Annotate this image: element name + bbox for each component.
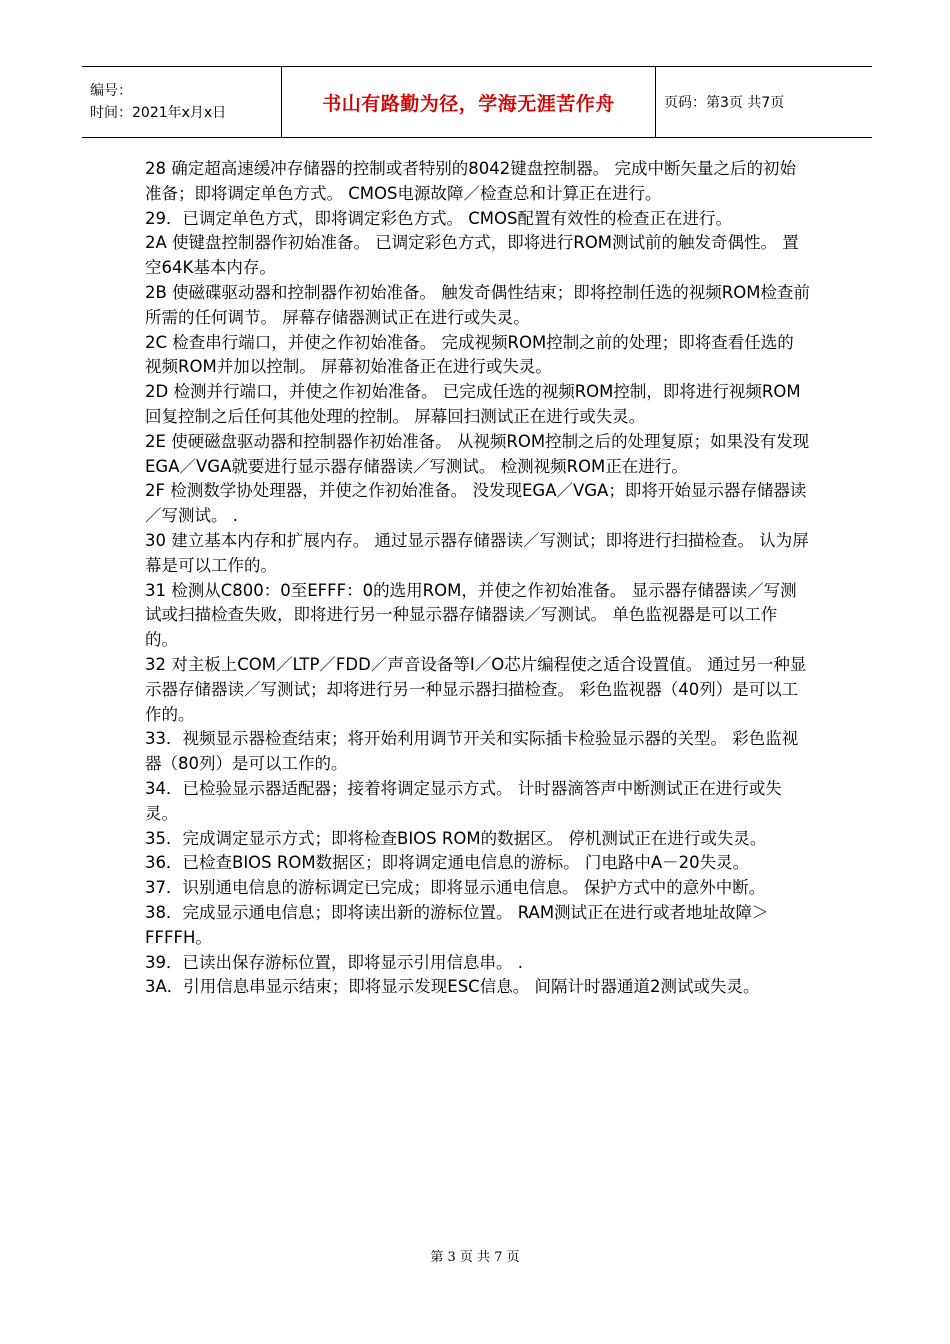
header-motto-cell: [282, 67, 656, 137]
paragraph: 38．完成显示通电信息；即将读出新的游标位置。 RAM测试正在进行或者地址故障＞FFFFH。: [145, 902, 769, 947]
paragraph: 2E 使硬磁盘驱动器和控制器作初始准备。 从视频ROM控制之后的处理复原；如果没有发现EGA／VGA就要进行显示器存储器读／写测试。 检测视频ROM正在进行。: [145, 431, 810, 476]
header-page-info: 页码：第3页 共7页: [664, 95, 785, 111]
paragraph: 39．已读出保存游标位置，即将显示引用信息串。 .: [145, 952, 523, 972]
paragraph: 34．已检验显示器适配器；接着将调定显示方式。 计时器滴答声中断测试正在进行或失灵。: [145, 778, 782, 823]
page-header: [82, 66, 872, 138]
paragraph: 35．完成调定显示方式；即将检查BIOS ROM的数据区。 停机测试正在进行或失灵。: [145, 828, 767, 848]
paragraph: 37．识别通电信息的游标调定已完成；即将显示通电信息。 保护方式中的意外中断。: [145, 878, 766, 898]
paragraph: 28 确定超高速缓冲存储器的控制或者特别的8042键盘控制器。 完成中断矢量之后的初始准备；即将调定单色方式。 CMOS电源故障／检查总和计算正在进行。: [145, 159, 796, 203]
paragraph: 36．已检查BIOS ROM数据区；即将调定通电信息的游标。 门电路中A－20失灵。: [145, 853, 750, 873]
paragraph: 29．已调定单色方式，即将调定彩色方式。 CMOS配置有效性的检查正在进行。: [145, 208, 732, 228]
document-number-label: 编号：: [90, 83, 132, 99]
paragraph: 2B 使磁碟驱动器和控制器作初始准备。 触发奇偶性结束；即将控制任选的视频ROM检查前所需的任何调节。 屏幕存储器测试正在进行或失灵。: [145, 282, 810, 327]
paragraph: 2C 检查串行端口，并使之作初始准备。 完成视频ROM控制之前的处理；即将查看任选的视频ROM并加以控制。 屏幕初始准备正在进行或失灵。: [145, 332, 794, 377]
document-time-label: 时间：2021年x月x日: [90, 105, 227, 121]
header-page-info-cell: [656, 67, 872, 137]
paragraph: 33．视频显示器检查结束；将开始利用调节开关和实际插卡检验显示器的关型。 彩色监视器（80列）是可以工作的。: [145, 729, 799, 774]
paragraph: 2D 检测并行端口，并使之作初始准备。 已完成任选的视频ROM控制，即将进行视频ROM回复控制之后任何其他处理的控制。 屏幕回扫测试正在进行或失灵。: [145, 382, 801, 426]
paragraph: 3A．引用信息串显示结束；即将显示发现ESC信息。 间隔计时器通道2测试或失灵。: [145, 977, 760, 997]
paragraph: 2F 检测数学协处理器，并使之作初始准备。 没发现EGA／VGA；即将开始显示器存储器读／写测试。 .: [145, 481, 807, 526]
header-meta: [82, 67, 282, 137]
page-footer: [0, 1246, 950, 1265]
document-body: [145, 157, 810, 1000]
paragraph: 32 对主板上COM／LTP／FDD／声音设备等I／O芯片编程使之适合设置值。 通过另一种显示器存储器读／写测试；却将进行另一种显示器扫描检查。 彩色监视器（40列）是可以工作的。: [145, 654, 807, 724]
header-motto: 书山有路勤为径，学海无涯苦作舟: [322, 92, 615, 115]
footer-page-number: 第 3 页 共 7 页: [430, 1250, 520, 1265]
paragraph: 31 检测从C800：0至EFFF：0的选用ROM，并使之作初始准备。 显示器存储器读／写测试或扫描检查失败，即将进行另一种显示器存储器读／写测试。 单色监视器是可以工作的。: [145, 580, 797, 650]
paragraph: 30 建立基本内存和扩展内存。 通过显示器存储器读／写测试；即将进行扫描检查。 认为屏幕是可以工作的。: [145, 530, 809, 575]
paragraph: 2A 使键盘控制器作初始准备。 已调定彩色方式，即将进行ROM测试前的触发奇偶性。 置空64K基本内存。: [145, 233, 799, 278]
